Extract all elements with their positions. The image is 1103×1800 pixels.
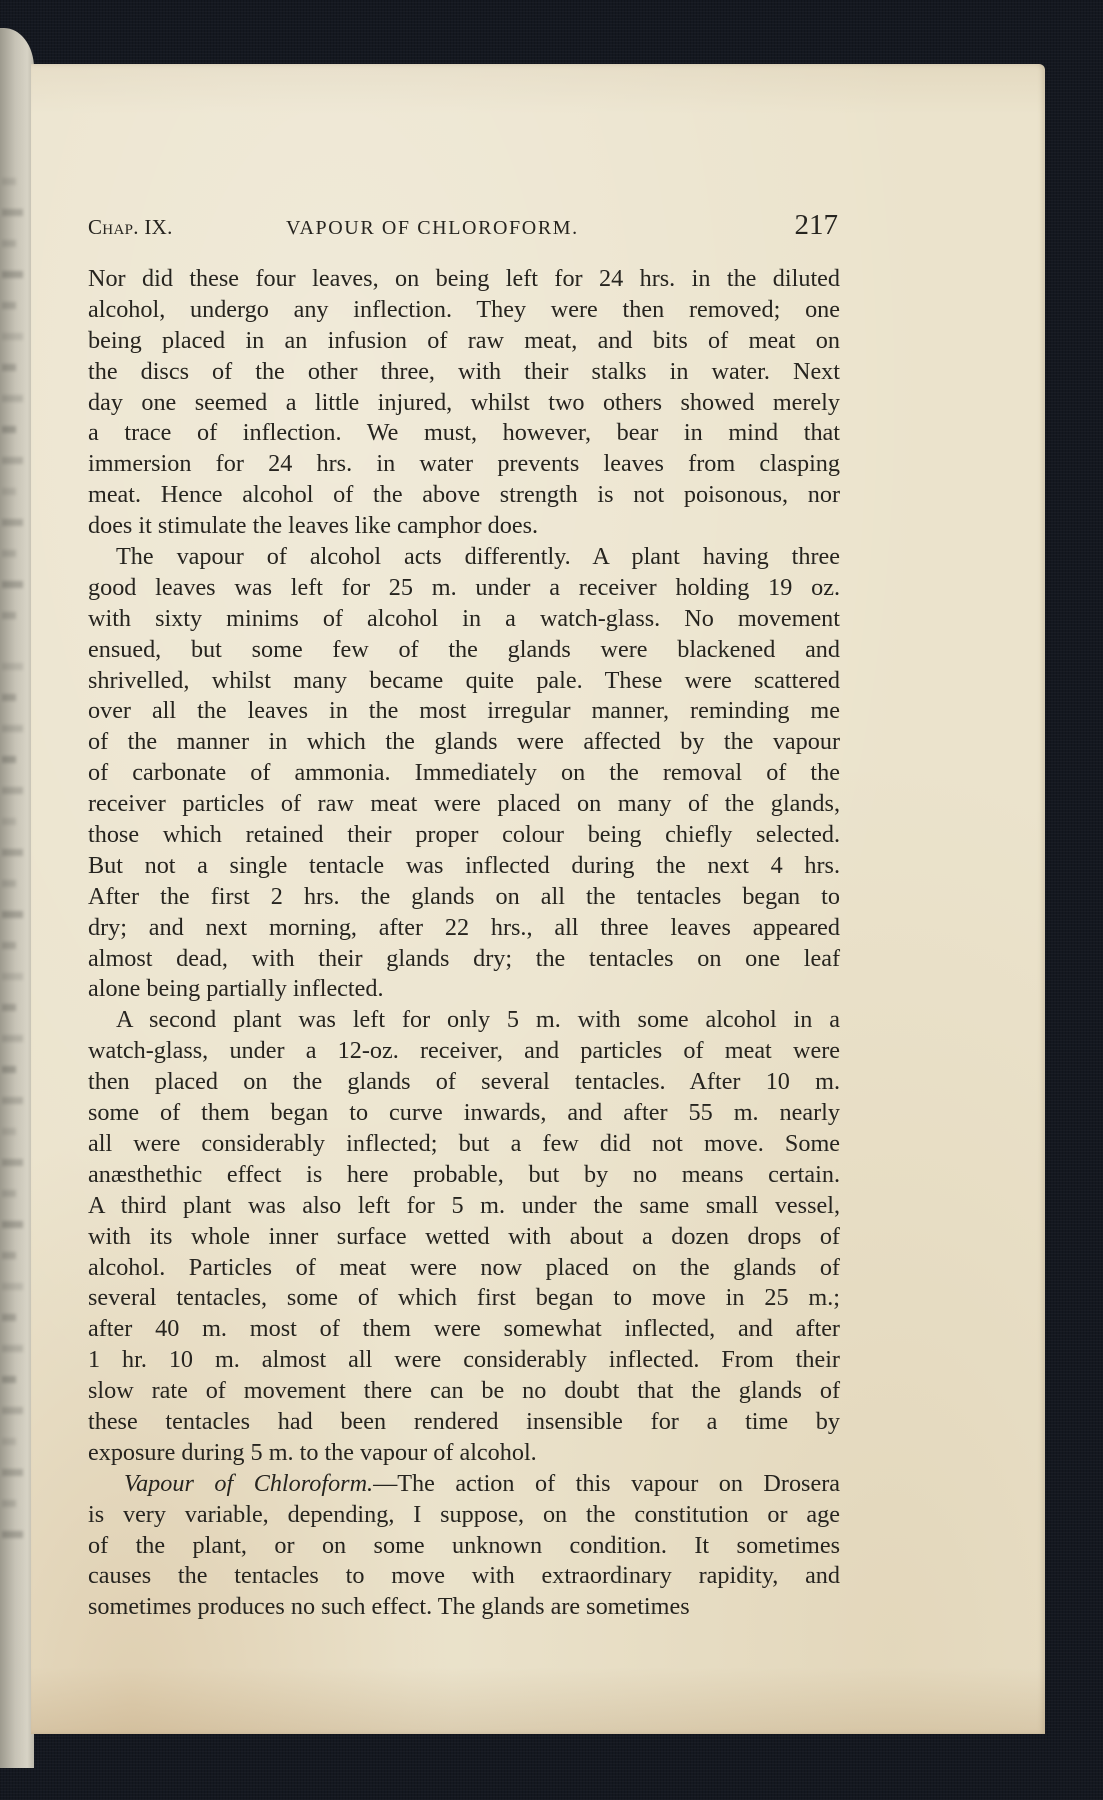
previous-page-ghost-line <box>2 787 23 794</box>
previous-page-ghost-line <box>2 1531 23 1538</box>
text-line: causes the tentacles to move with extraordinary rapidity, and <box>88 1562 840 1590</box>
text-line: over all the leaves in the most irregular manner, reminding me <box>88 697 840 725</box>
text-line: immersion for 24 hrs. in water prevents leaves from clasping <box>88 450 840 478</box>
text-line: good leaves was left for 25 m. under a receiver holding 19 oz. <box>88 573 840 601</box>
paragraph <box>88 1469 840 1623</box>
previous-page-ghost-line <box>2 1035 23 1042</box>
text-line: alone being partially inflected. <box>88 975 384 1003</box>
previous-page-ghost-line <box>2 271 23 278</box>
previous-page-ghost-line <box>2 1159 23 1166</box>
section-heading-italic: Vapour of Chloroform. <box>124 1469 374 1497</box>
previous-page-ghost-line <box>2 1097 23 1104</box>
text-line: a trace of inflection. We must, however, bear in mind that <box>88 419 840 447</box>
text-line: ensued, but some few of the glands were blackened and <box>88 635 840 663</box>
text-line: of the plant, or on some unknown condition. It sometimes <box>88 1531 840 1559</box>
text-line: receiver particles of raw meat were placed on many of the glands, <box>88 790 840 818</box>
chapter-label: Chap. IX. <box>88 215 173 239</box>
previous-page-ghost-line <box>2 209 23 216</box>
text-line: anæsthethic effect is here probable, but by no means certain. <box>88 1160 840 1188</box>
text-line: alcohol, undergo any inflection. They were then removed; one <box>88 295 840 323</box>
previous-page-ghost-line <box>2 849 23 856</box>
previous-page-ghost-line <box>2 1190 16 1197</box>
previous-page-ghost-line <box>2 395 23 402</box>
paragraph <box>88 264 840 542</box>
previous-page-ghost-line <box>2 1004 16 1011</box>
previous-page-ghost-line <box>2 457 23 464</box>
text-line: is very variable, depending, I suppose, on the constitution or age <box>88 1500 840 1528</box>
text-line: several tentacles, some of which first began to move in 25 m.; <box>88 1284 840 1312</box>
text-line: sometimes produces no such effect. The glands are sometimes <box>88 1593 690 1621</box>
previous-page-ghost-line <box>2 581 23 588</box>
text-line: almost dead, with their glands dry; the tentacles on one leaf <box>88 944 840 972</box>
previous-page-ghost-line <box>2 1128 16 1135</box>
text-line: But not a single tentacle was inflected during the next 4 hrs. <box>88 851 840 879</box>
previous-page-ghost-line <box>2 1283 23 1290</box>
text-line: of the manner in which the glands were affected by the vapour <box>88 728 840 756</box>
running-head <box>88 200 840 244</box>
text-line: 1 hr. 10 m. almost all were considerably inflected. From their <box>88 1346 840 1374</box>
previous-page-ghost-line <box>2 880 16 887</box>
previous-page-ghost-line <box>2 663 23 670</box>
text-line: alcohol. Particles of meat were now placed on the glands of <box>88 1253 840 1281</box>
previous-page-ghost-line <box>2 725 23 732</box>
previous-page-ghost-line <box>2 426 16 433</box>
previous-page-ghost-line <box>2 550 16 557</box>
text-line: the discs of the other three, with their stalks in water. Next <box>88 357 840 385</box>
previous-page-ghost-line <box>2 488 16 495</box>
previous-page-ghost-line <box>2 519 23 526</box>
text-line: Nor did these four leaves, on being left for 24 hrs. in the diluted <box>88 265 840 292</box>
text-line: these tentacles had been rendered insensible for a time by <box>88 1407 840 1435</box>
previous-page-ghost-line <box>2 612 16 619</box>
text-line: slow rate of movement there can be no doubt that the glands of <box>88 1377 840 1405</box>
previous-page-ghost-line <box>2 1314 16 1321</box>
text-line: exposure during 5 m. to the vapour of alcohol. <box>88 1438 537 1466</box>
previous-page-ghost-line <box>2 1438 16 1445</box>
previous-page-ghost-line <box>2 1221 23 1228</box>
page-number: 217 <box>794 209 838 241</box>
previous-page-ghost-line <box>2 1345 23 1352</box>
text-line: A second plant was left for only 5 m. with some alcohol in a <box>116 1006 840 1034</box>
text-line: those which retained their proper colour being chiefly selected. <box>88 821 840 849</box>
previous-page-ghost-line <box>2 302 16 309</box>
previous-page-ghost-line <box>2 240 16 247</box>
paragraph <box>88 542 840 1005</box>
previous-page-ghost-line <box>2 178 16 185</box>
previous-page-ghost-line <box>2 756 16 763</box>
previous-page-ghost-line <box>2 1469 23 1476</box>
text-line: then placed on the glands of several tentacles. After 10 m. <box>88 1068 840 1096</box>
running-title: VAPOUR OF CHLOROFORM. <box>286 217 579 239</box>
text-line: The vapour of alcohol acts differently. A plant having three <box>116 543 840 571</box>
previous-page-ghost-line <box>2 942 16 949</box>
previous-page-ghost-line <box>2 333 23 340</box>
text-line: with its whole inner surface wetted with about a dozen drops of <box>88 1222 840 1250</box>
text-line: dry; and next morning, after 22 hrs., all three leaves appeared <box>88 913 840 941</box>
previous-page-ghost-line <box>2 1066 16 1073</box>
previous-page-ghost-line <box>2 973 23 980</box>
previous-page-ghost-line <box>2 364 16 371</box>
previous-page-ghost-line <box>2 694 16 701</box>
previous-page-ghost-line <box>2 818 16 825</box>
text-line: day one seemed a little injured, whilst two others showed merely <box>88 388 840 416</box>
text-line: shrivelled, whilst many became quite pale. These were scattered <box>88 666 840 694</box>
paragraph <box>88 1005 840 1468</box>
text-line: after 40 m. most of them were somewhat inflected, and after <box>88 1315 840 1343</box>
previous-page-edge <box>0 28 34 1768</box>
text-line <box>88 1469 840 1500</box>
body-text <box>88 264 840 1623</box>
text-line-rest: —The action of this vapour on Drosera <box>373 1469 840 1497</box>
previous-page-ghost-line <box>2 1500 16 1507</box>
previous-page-ghost-line <box>2 1407 23 1414</box>
text-line: A third plant was also left for 5 m. under the same small vessel, <box>88 1191 840 1219</box>
text-line: being placed in an infusion of raw meat, and bits of meat on <box>88 326 840 354</box>
previous-page-ghost-line <box>2 911 23 918</box>
text-line: some of them began to curve inwards, and after 55 m. nearly <box>88 1099 840 1127</box>
previous-page-ghost-line <box>2 1252 16 1259</box>
previous-page-ghost-line <box>2 1376 16 1383</box>
text-line: all were considerably inflected; but a few did not move. Some <box>88 1129 840 1157</box>
text-line: meat. Hence alcohol of the above strength is not poisonous, nor <box>88 481 840 509</box>
text-line: After the first 2 hrs. the glands on all the tentacles began to <box>88 882 840 910</box>
text-line: of carbonate of ammonia. Immediately on the removal of the <box>88 759 840 787</box>
text-line: does it stimulate the leaves like camphor does. <box>88 512 539 540</box>
text-line: watch-glass, under a 12-oz. receiver, and particles of meat were <box>88 1037 840 1065</box>
text-line: with sixty minims of alcohol in a watch-glass. No movement <box>88 604 840 632</box>
